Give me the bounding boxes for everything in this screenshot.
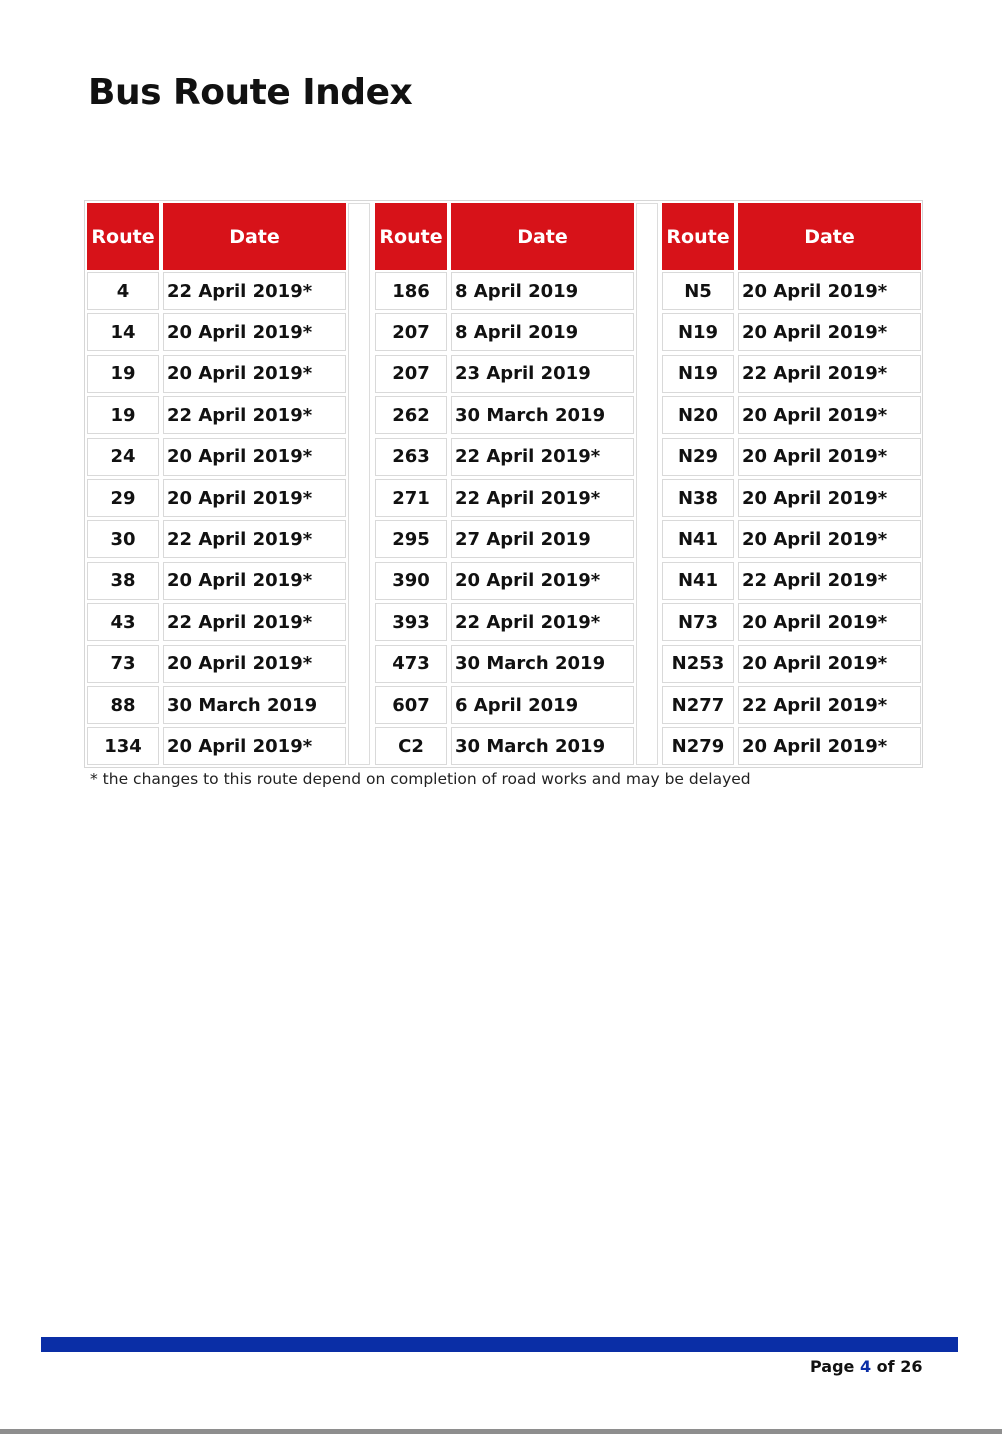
table-row [662, 313, 921, 351]
header-date: Date [738, 203, 921, 270]
route-cell: 473 [375, 645, 447, 683]
table-row [87, 272, 346, 310]
date-cell: 20 April 2019* [738, 313, 921, 351]
table-row [375, 727, 634, 765]
route-cell: 263 [375, 438, 447, 476]
page-prefix: Page [810, 1357, 860, 1376]
table-row [87, 520, 346, 558]
header-route: Route [662, 203, 734, 270]
date-cell: 22 April 2019* [451, 603, 634, 641]
table-row [662, 603, 921, 641]
date-cell: 20 April 2019* [738, 520, 921, 558]
route-cell: C2 [375, 727, 447, 765]
date-cell: 8 April 2019 [451, 313, 634, 351]
table-row [375, 686, 634, 724]
date-cell: 20 April 2019* [738, 645, 921, 683]
table-row [87, 562, 346, 600]
table-row [375, 479, 634, 517]
route-cell: 271 [375, 479, 447, 517]
table-row [662, 686, 921, 724]
table-row [375, 396, 634, 434]
date-cell: 20 April 2019* [738, 603, 921, 641]
route-cell: 186 [375, 272, 447, 310]
table-row [87, 686, 346, 724]
date-cell: 20 April 2019* [738, 272, 921, 310]
date-cell: 20 April 2019* [163, 562, 346, 600]
table-row [662, 355, 921, 393]
route-cell: N41 [662, 562, 734, 600]
column-spacer [348, 203, 370, 765]
table-row [662, 727, 921, 765]
page-title: Bus Route Index [88, 72, 413, 113]
date-cell: 20 April 2019* [163, 313, 346, 351]
route-cell: N20 [662, 396, 734, 434]
route-cell: 38 [87, 562, 159, 600]
date-cell: 23 April 2019 [451, 355, 634, 393]
route-cell: 393 [375, 603, 447, 641]
date-cell: 20 April 2019* [451, 562, 634, 600]
date-cell: 22 April 2019* [451, 438, 634, 476]
route-cell: 4 [87, 272, 159, 310]
date-cell: 22 April 2019* [738, 686, 921, 724]
date-cell: 20 April 2019* [163, 438, 346, 476]
date-cell: 6 April 2019 [451, 686, 634, 724]
route-cell: 73 [87, 645, 159, 683]
page-total: 26 [900, 1357, 923, 1376]
date-cell: 20 April 2019* [738, 438, 921, 476]
date-cell: 20 April 2019* [163, 727, 346, 765]
date-cell: 22 April 2019* [163, 396, 346, 434]
date-cell: 20 April 2019* [738, 396, 921, 434]
table-row [87, 438, 346, 476]
route-cell: 14 [87, 313, 159, 351]
date-cell: 30 March 2019 [451, 396, 634, 434]
page-number [810, 1357, 922, 1376]
table-row [87, 727, 346, 765]
table-row [375, 603, 634, 641]
date-cell: 8 April 2019 [451, 272, 634, 310]
column-spacer [636, 203, 658, 765]
table-row [375, 355, 634, 393]
route-column-group [662, 203, 921, 767]
route-cell: N41 [662, 520, 734, 558]
route-cell: 207 [375, 313, 447, 351]
date-cell: 27 April 2019 [451, 520, 634, 558]
route-cell: 19 [87, 396, 159, 434]
route-cell: 134 [87, 727, 159, 765]
table-row [662, 438, 921, 476]
table-row [662, 520, 921, 558]
table-row [662, 396, 921, 434]
table-row [662, 479, 921, 517]
table-row [662, 562, 921, 600]
table-row [87, 396, 346, 434]
table-row [87, 355, 346, 393]
date-cell: 22 April 2019* [738, 562, 921, 600]
table-row [375, 520, 634, 558]
route-cell: 390 [375, 562, 447, 600]
table-row [375, 562, 634, 600]
route-cell: N5 [662, 272, 734, 310]
route-cell: 295 [375, 520, 447, 558]
header-date: Date [163, 203, 346, 270]
table-row [87, 603, 346, 641]
table-row [87, 479, 346, 517]
route-cell: N29 [662, 438, 734, 476]
header-route: Route [87, 203, 159, 270]
date-cell: 30 March 2019 [451, 727, 634, 765]
route-cell: N38 [662, 479, 734, 517]
route-cell: 29 [87, 479, 159, 517]
table-row [375, 645, 634, 683]
route-column-group [87, 203, 346, 767]
date-cell: 20 April 2019* [163, 355, 346, 393]
table-row [375, 313, 634, 351]
table-row [87, 313, 346, 351]
route-cell: N19 [662, 313, 734, 351]
route-cell: N19 [662, 355, 734, 393]
route-cell: 88 [87, 686, 159, 724]
route-cell: 43 [87, 603, 159, 641]
date-cell: 30 March 2019 [451, 645, 634, 683]
table-row [662, 645, 921, 683]
route-cell: 607 [375, 686, 447, 724]
table-row [662, 272, 921, 310]
route-cell: 19 [87, 355, 159, 393]
route-table [84, 200, 923, 768]
date-cell: 22 April 2019* [163, 272, 346, 310]
table-row [87, 645, 346, 683]
page-current: 4 [859, 1357, 872, 1376]
date-cell: 20 April 2019* [163, 645, 346, 683]
date-cell: 22 April 2019* [738, 355, 921, 393]
footnote: * the changes to this route depend on completion of road works and may be delayed [90, 770, 751, 788]
header-route: Route [375, 203, 447, 270]
table-row [375, 272, 634, 310]
route-cell: N253 [662, 645, 734, 683]
page-middle: of [871, 1357, 901, 1376]
route-column-group [375, 203, 634, 767]
date-cell: 30 March 2019 [163, 686, 346, 724]
route-cell: 207 [375, 355, 447, 393]
date-cell: 22 April 2019* [163, 603, 346, 641]
date-cell: 20 April 2019* [738, 479, 921, 517]
route-cell: 262 [375, 396, 447, 434]
route-cell: N279 [662, 727, 734, 765]
header-date: Date [451, 203, 634, 270]
footer-bar [41, 1337, 958, 1352]
bottom-edge [0, 1429, 1002, 1434]
route-cell: 30 [87, 520, 159, 558]
date-cell: 20 April 2019* [738, 727, 921, 765]
route-cell: N73 [662, 603, 734, 641]
date-cell: 22 April 2019* [163, 520, 346, 558]
route-cell: N277 [662, 686, 734, 724]
date-cell: 20 April 2019* [163, 479, 346, 517]
route-cell: 24 [87, 438, 159, 476]
table-row [375, 438, 634, 476]
date-cell: 22 April 2019* [451, 479, 634, 517]
